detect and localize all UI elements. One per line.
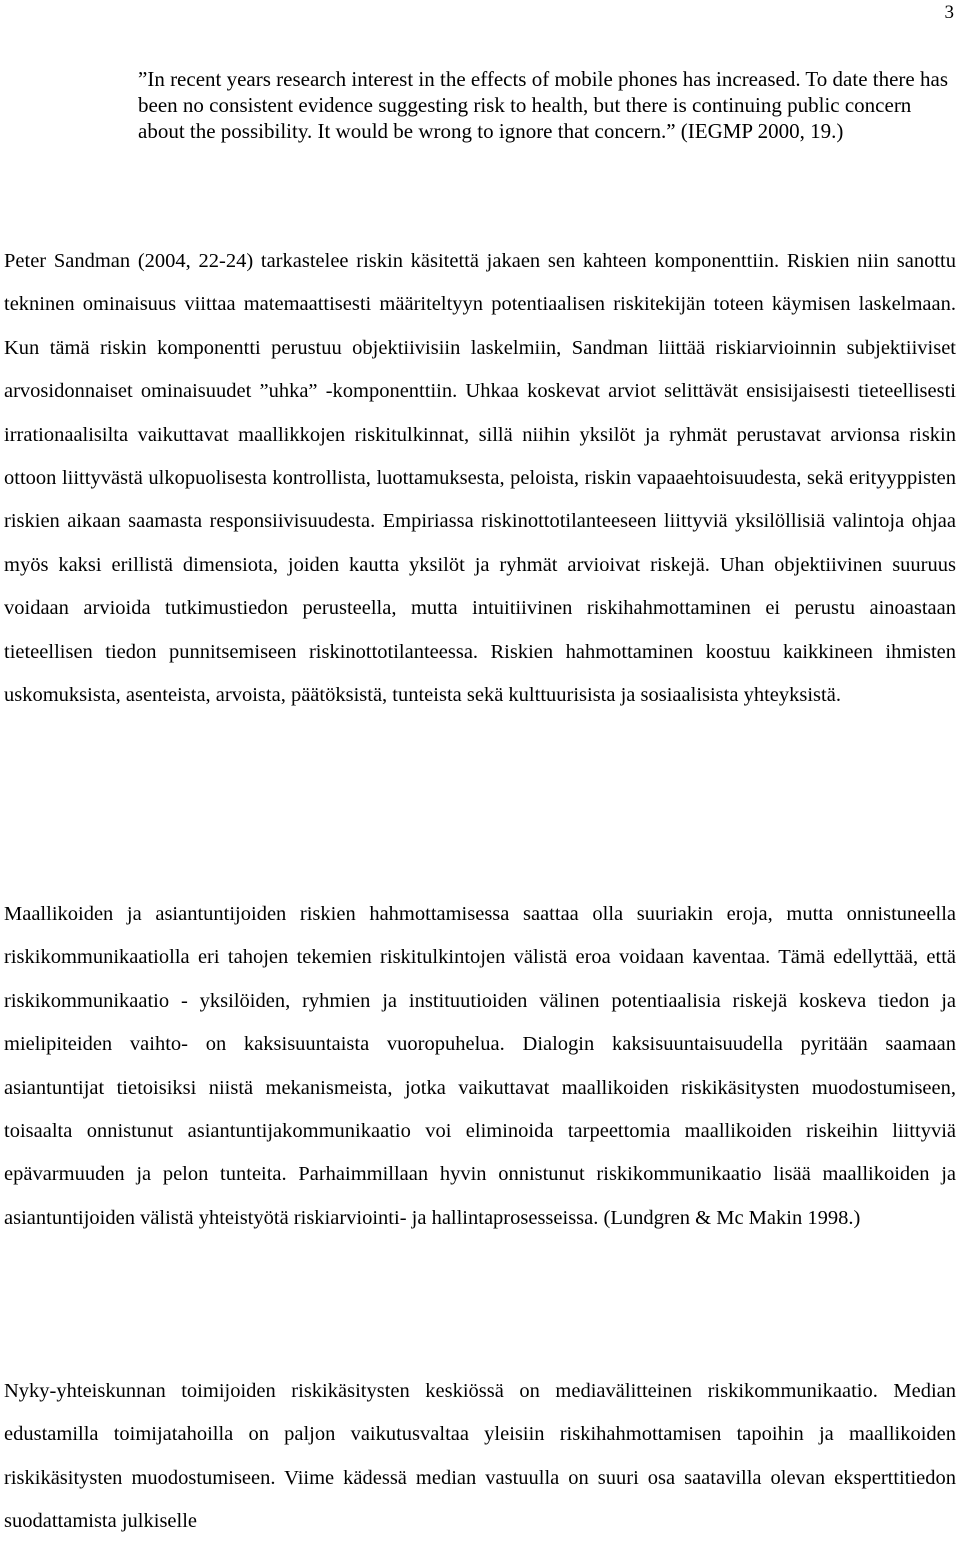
block-quote: ”In recent years research interest in the effects of mobile phones has increased. To date there has been no consistent evidence suggesting risk to health, but there is continuing public concern about the possibility. It would be wrong to ignore that concern.” (IEGMP 2000, 19.) (138, 67, 948, 143)
paragraph-risk-components: Peter Sandman (2004, 22-24) tarkastelee riskin käsitettä jakaen sen kahteen komponenttiin. Riskien niin sanottu tekninen ominaisuus viittaa matemaattisesti määriteltyyn potentiaalisen riskitekijän toteen käymisen laskelmaan. Kun tämä riskin komponentti perustuu objektiivisiin laskelmiin, Sandman liittää riskiarvioinnin subjektiiviset arvosidonnaiset ominaisuudet ”uhka” -komponenttiin. Uhkaa koskevat arviot selittävät ensisijaisesti tieteellisesti irrationaalisilta vaikuttavat maallikkojen riskitulkinnat, sillä niihin yksilöt ja ryhmät perustavat arvionsa riskin ottoon liittyvästä ulkopuolisesta kontrollista, luottamuksesta, peloista, riskin vapaaehtoisuudesta, sekä erityyppisten riskien aikaan saamasta responsiivisuudesta. Empiriassa riskinottotilanteeseen liittyviä yksilöllisiä valintoja ohjaa myös kaksi erillistä dimensiota, joiden kautta yksilöt ja ryhmät arvioivat riskejä. Uhan objektiivinen suuruus voidaan arvioida tutkimustiedon perusteella, mutta intuitiivinen riskihahmottaminen ei perustu ainoastaan tieteellisen tiedon punnitsemiseen riskinottotilanteessa. Riskien hahmottaminen koostuu kaikkineen ihmisten uskomuksista, asenteista, arvoista, päätöksistä, tunteista sekä kulttuurisista ja sosiaalisista yhteyksistä. (4, 250, 956, 707)
paragraph-risk-communication: Maallikoiden ja asiantuntijoiden riskien hahmottamisessa saattaa olla suuriakin eroja, mutta onnistuneella riskikommunikaatiolla eri tahojen tekemien riskitulkintojen välistä eroa voidaan kaventaa. Tämä edellyttää, että riskikommunikaatio - yksilöiden, ryhmien ja instituutioiden välinen potentiaalisia riskejä koskeva tiedon ja mielipiteiden vaihto- on kaksisuuntaista vuoropuhelua. Dialogin kaksisuuntaisuudella pyritään saamaan asiantuntijat tietoisiksi niistä mekanismeista, jotka vaikuttavat maallikoiden riskikäsitysten muodostumiseen, toisaalta onnistunut asiantuntijakommunikaatio voi eliminoida tarpeettomia maallikoiden riskeihin liittyviä epävarmuuden ja pelon tunteita. Parhaimmillaan hyvin onnistunut riskikommunikaatio lisää maallikoiden ja asiantuntijoiden välistä yhteistyötä riskiarviointi- ja hallintaprosesseissa. (Lundgren & Mc Makin 1998.) (4, 903, 956, 1229)
page-number: 3 (944, 2, 954, 23)
paragraph-media-communication: Nyky-yhteiskunnan toimijoiden riskikäsitysten keskiössä on mediavälitteinen riskikommunikaatio. Median edustamilla toimijatahoilla on paljon vaikutusvaltaa yleisiin riskihahmottamisen tapoihin ja maallikoiden riskikäsitysten muodostumiseen. Viime kädessä median vastuulla on suuri osa saatavilla olevan eksperttitiedon suodattamista julkiselle (4, 1380, 956, 1533)
